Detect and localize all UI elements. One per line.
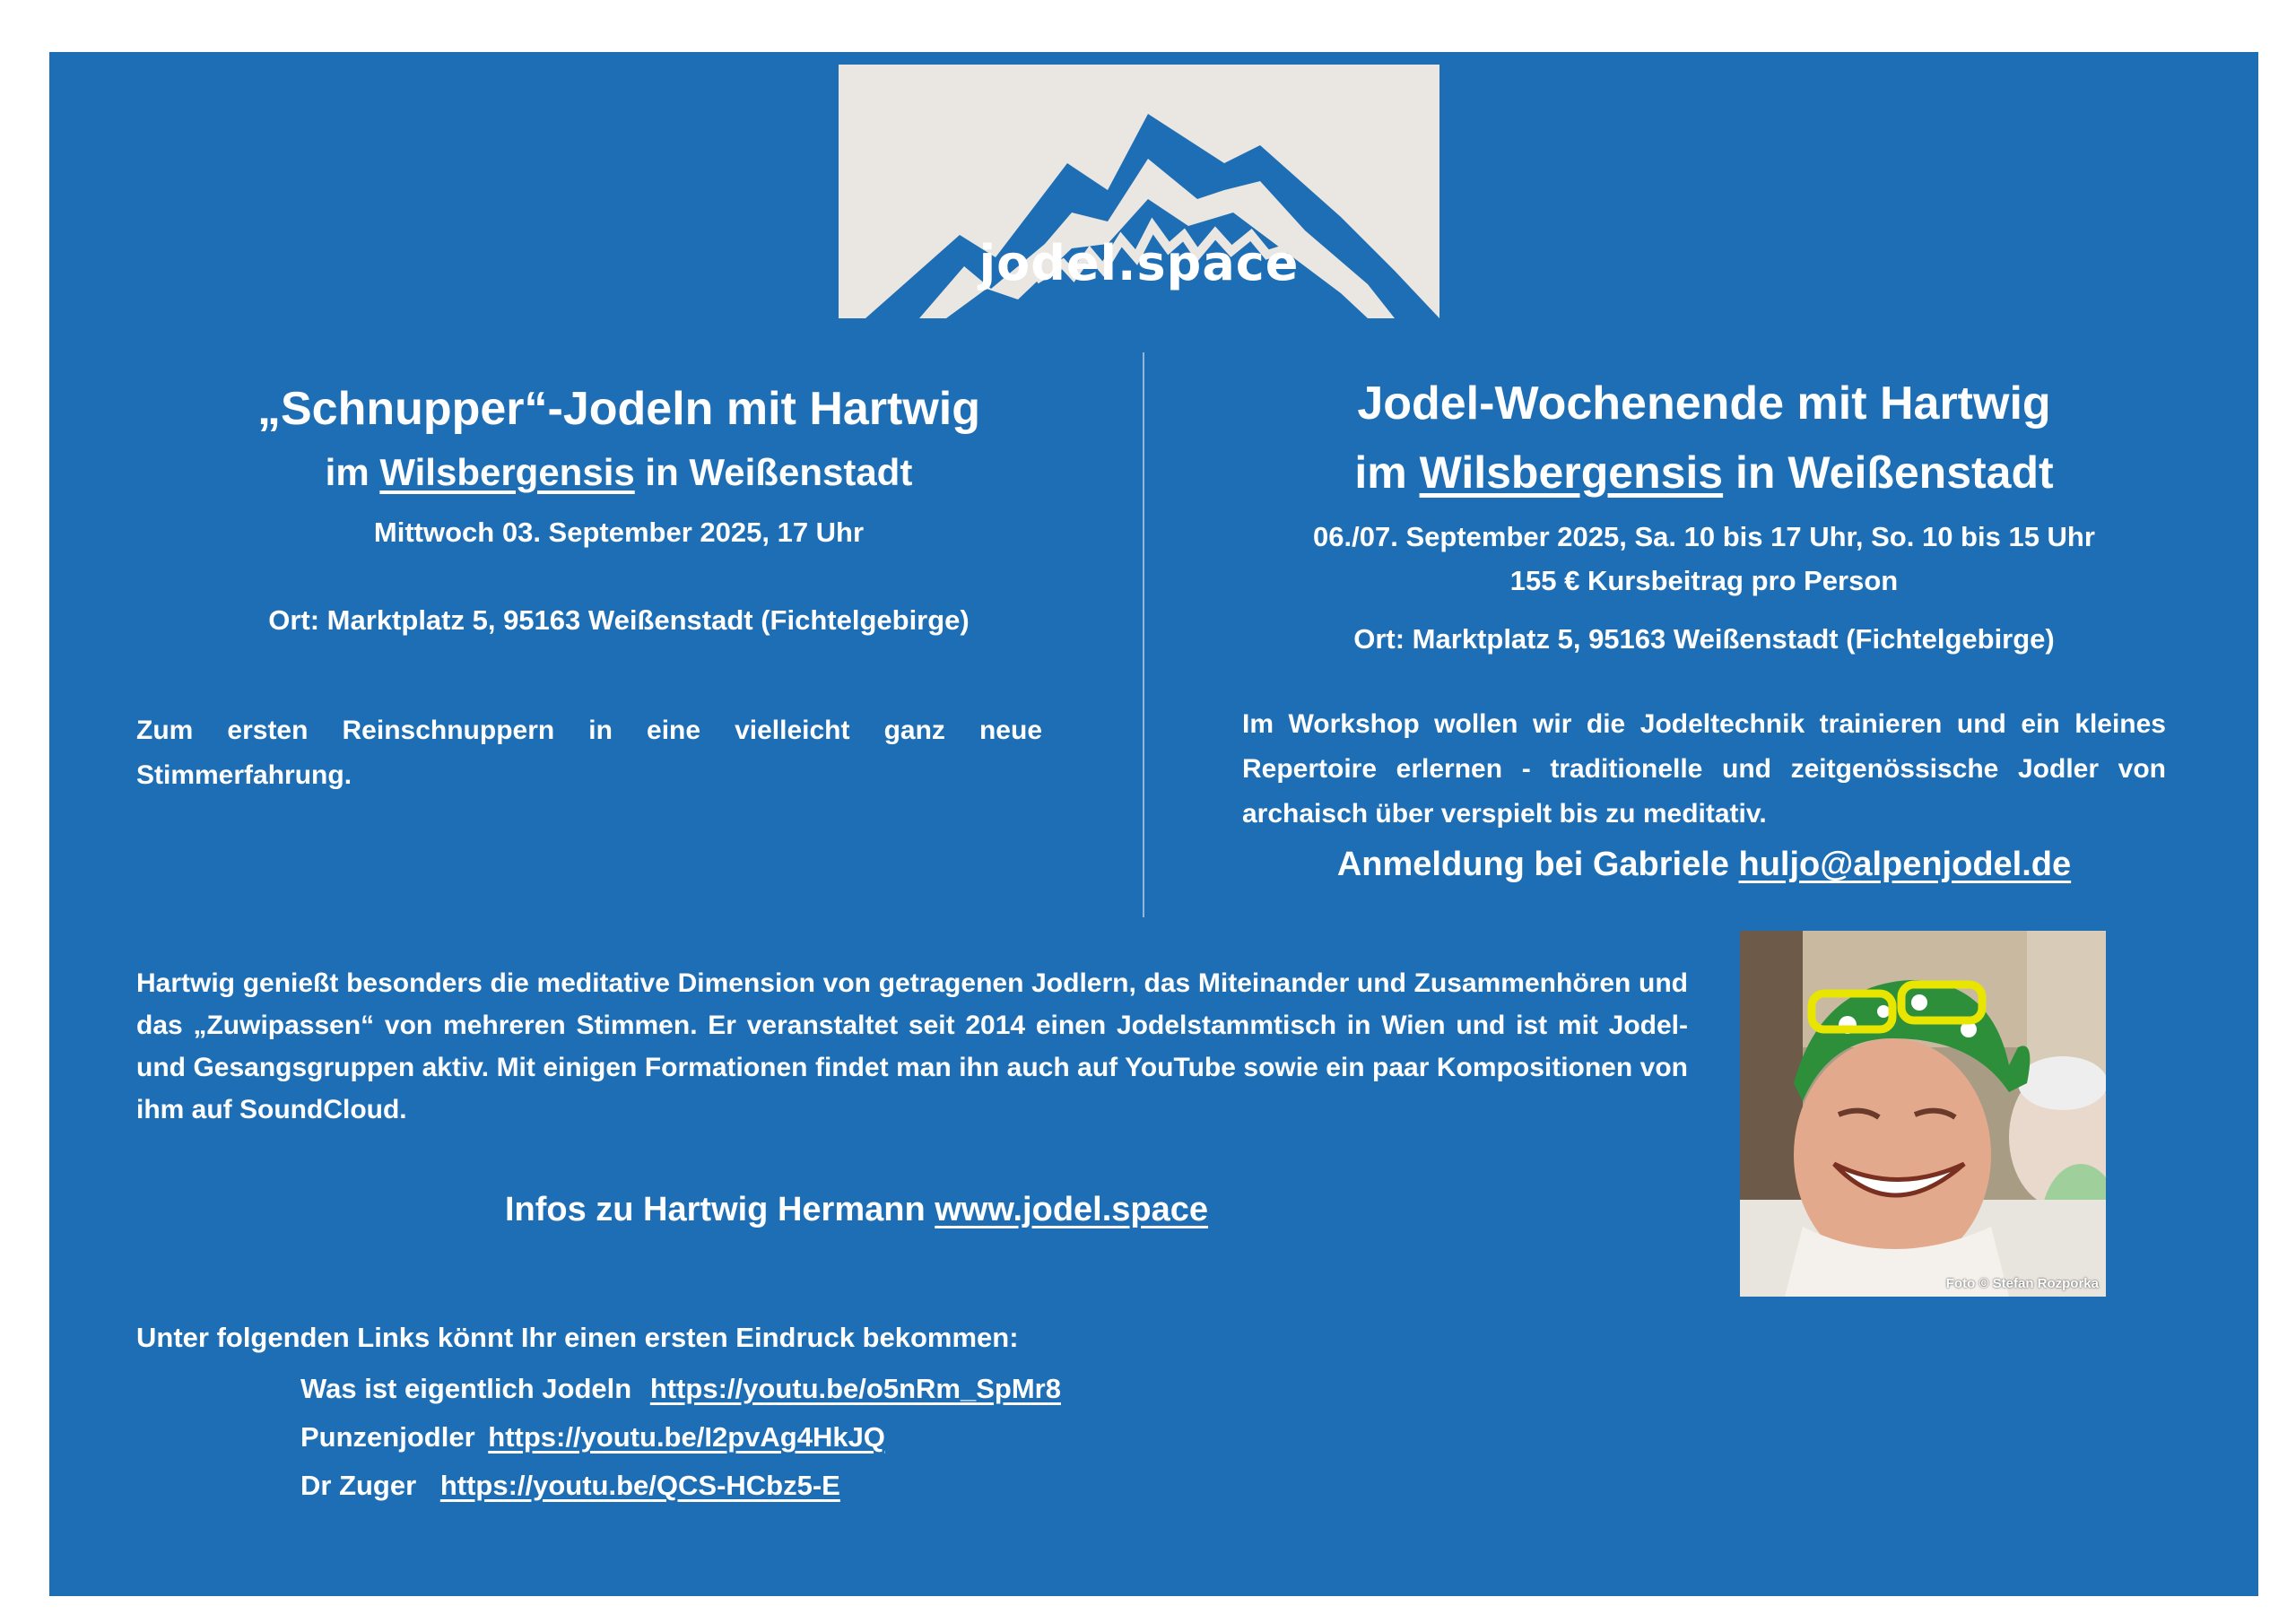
youtube-link[interactable]: https://youtu.be/QCS-HCbz5-E bbox=[439, 1470, 840, 1501]
column-divider bbox=[1143, 352, 1144, 917]
left-event-venue: im Wilsbergensis in Weißenstadt bbox=[325, 451, 913, 493]
right-event-description: Im Workshop wollen wir die Jodeltechnik trainieren und ein kleines Repertoire erlernen - traditionelle und zeitgenössische Jodler von archaisch über verspielt bis zu meditativ. bbox=[1242, 709, 2166, 829]
left-event-description: Zum ersten Reinschnuppern in eine vielleicht ganz neue Stimmerfahrung. bbox=[136, 716, 1042, 790]
info-website-link[interactable]: www.jodel.space bbox=[935, 1191, 1209, 1228]
flyer bbox=[49, 52, 2258, 1596]
link-label: Was ist eigentlich Jodeln bbox=[300, 1373, 632, 1404]
registration bbox=[1188, 846, 2220, 884]
left-event-date: Mittwoch 03. September 2025, 17 Uhr bbox=[373, 516, 865, 548]
right-event-fee: 155 € Kursbeitrag pro Person bbox=[1509, 565, 1899, 596]
info-line bbox=[49, 1191, 1664, 1229]
right-event-title: Jodel-Wochenende mit Hartwig bbox=[1357, 378, 2051, 430]
logo-text: jodel.space bbox=[978, 235, 1300, 291]
left-event-title: „Schnupper“-Jodeln mit Hartwig bbox=[257, 383, 981, 435]
link-row bbox=[300, 1373, 1061, 1405]
link-label: Punzenjodler bbox=[300, 1421, 475, 1453]
portrait-photo bbox=[1740, 931, 2106, 1297]
photo-credit: Foto © Stefan Rozporka bbox=[1945, 1276, 2099, 1291]
right-event-location: Ort: Marktplatz 5, 95163 Weißenstadt (Fichtelgebirge) bbox=[1353, 623, 2055, 655]
left-event-location: Ort: Marktplatz 5, 95163 Weißenstadt (Fichtelgebirge) bbox=[268, 604, 970, 636]
info-label: Infos zu Hartwig Hermann bbox=[504, 1191, 926, 1228]
link-row bbox=[300, 1421, 885, 1454]
logo bbox=[839, 65, 1439, 318]
link-label: Dr Zuger bbox=[300, 1470, 417, 1501]
registration-email-link[interactable]: huljo@alpenjodel.de bbox=[1738, 846, 2072, 883]
link-row bbox=[300, 1470, 840, 1502]
youtube-link[interactable]: https://youtu.be/o5nRm_SpMr8 bbox=[649, 1373, 1061, 1404]
bio-text: Hartwig genießt besonders die meditative Dimension von getragenen Jodlern, das Miteinander und Zusammenhören und das „Zuwipassen“ von mehreren Stimmen. Er veranstaltet seit 2014 einen Jodelstammtisch in Wien und ist mit Jodel- und Gesangsgruppen aktiv. Mit einigen Formationen findet man ihn auch auf YouTube sowie ein paar Kompositionen von ihm auf SoundCloud. bbox=[136, 968, 1688, 1124]
right-event-date: 06./07. September 2025, Sa. 10 bis 17 Uhr, So. 10 bis 15 Uhr bbox=[1313, 521, 2095, 552]
youtube-link[interactable]: https://youtu.be/I2pvAg4HkJQ bbox=[488, 1421, 885, 1453]
right-venue-name[interactable]: Wilsbergensis bbox=[1419, 447, 1724, 498]
registration-label: Anmeldung bei Gabriele bbox=[1336, 846, 1729, 883]
portrait-image bbox=[1740, 931, 2106, 1297]
links-intro: Unter folgenden Links könnt Ihr einen ersten Eindruck bekommen: bbox=[136, 1322, 1019, 1353]
left-venue-name[interactable]: Wilsbergensis bbox=[379, 451, 635, 493]
right-event-venue: im Wilsbergensis in Weißenstadt bbox=[1354, 447, 2054, 498]
